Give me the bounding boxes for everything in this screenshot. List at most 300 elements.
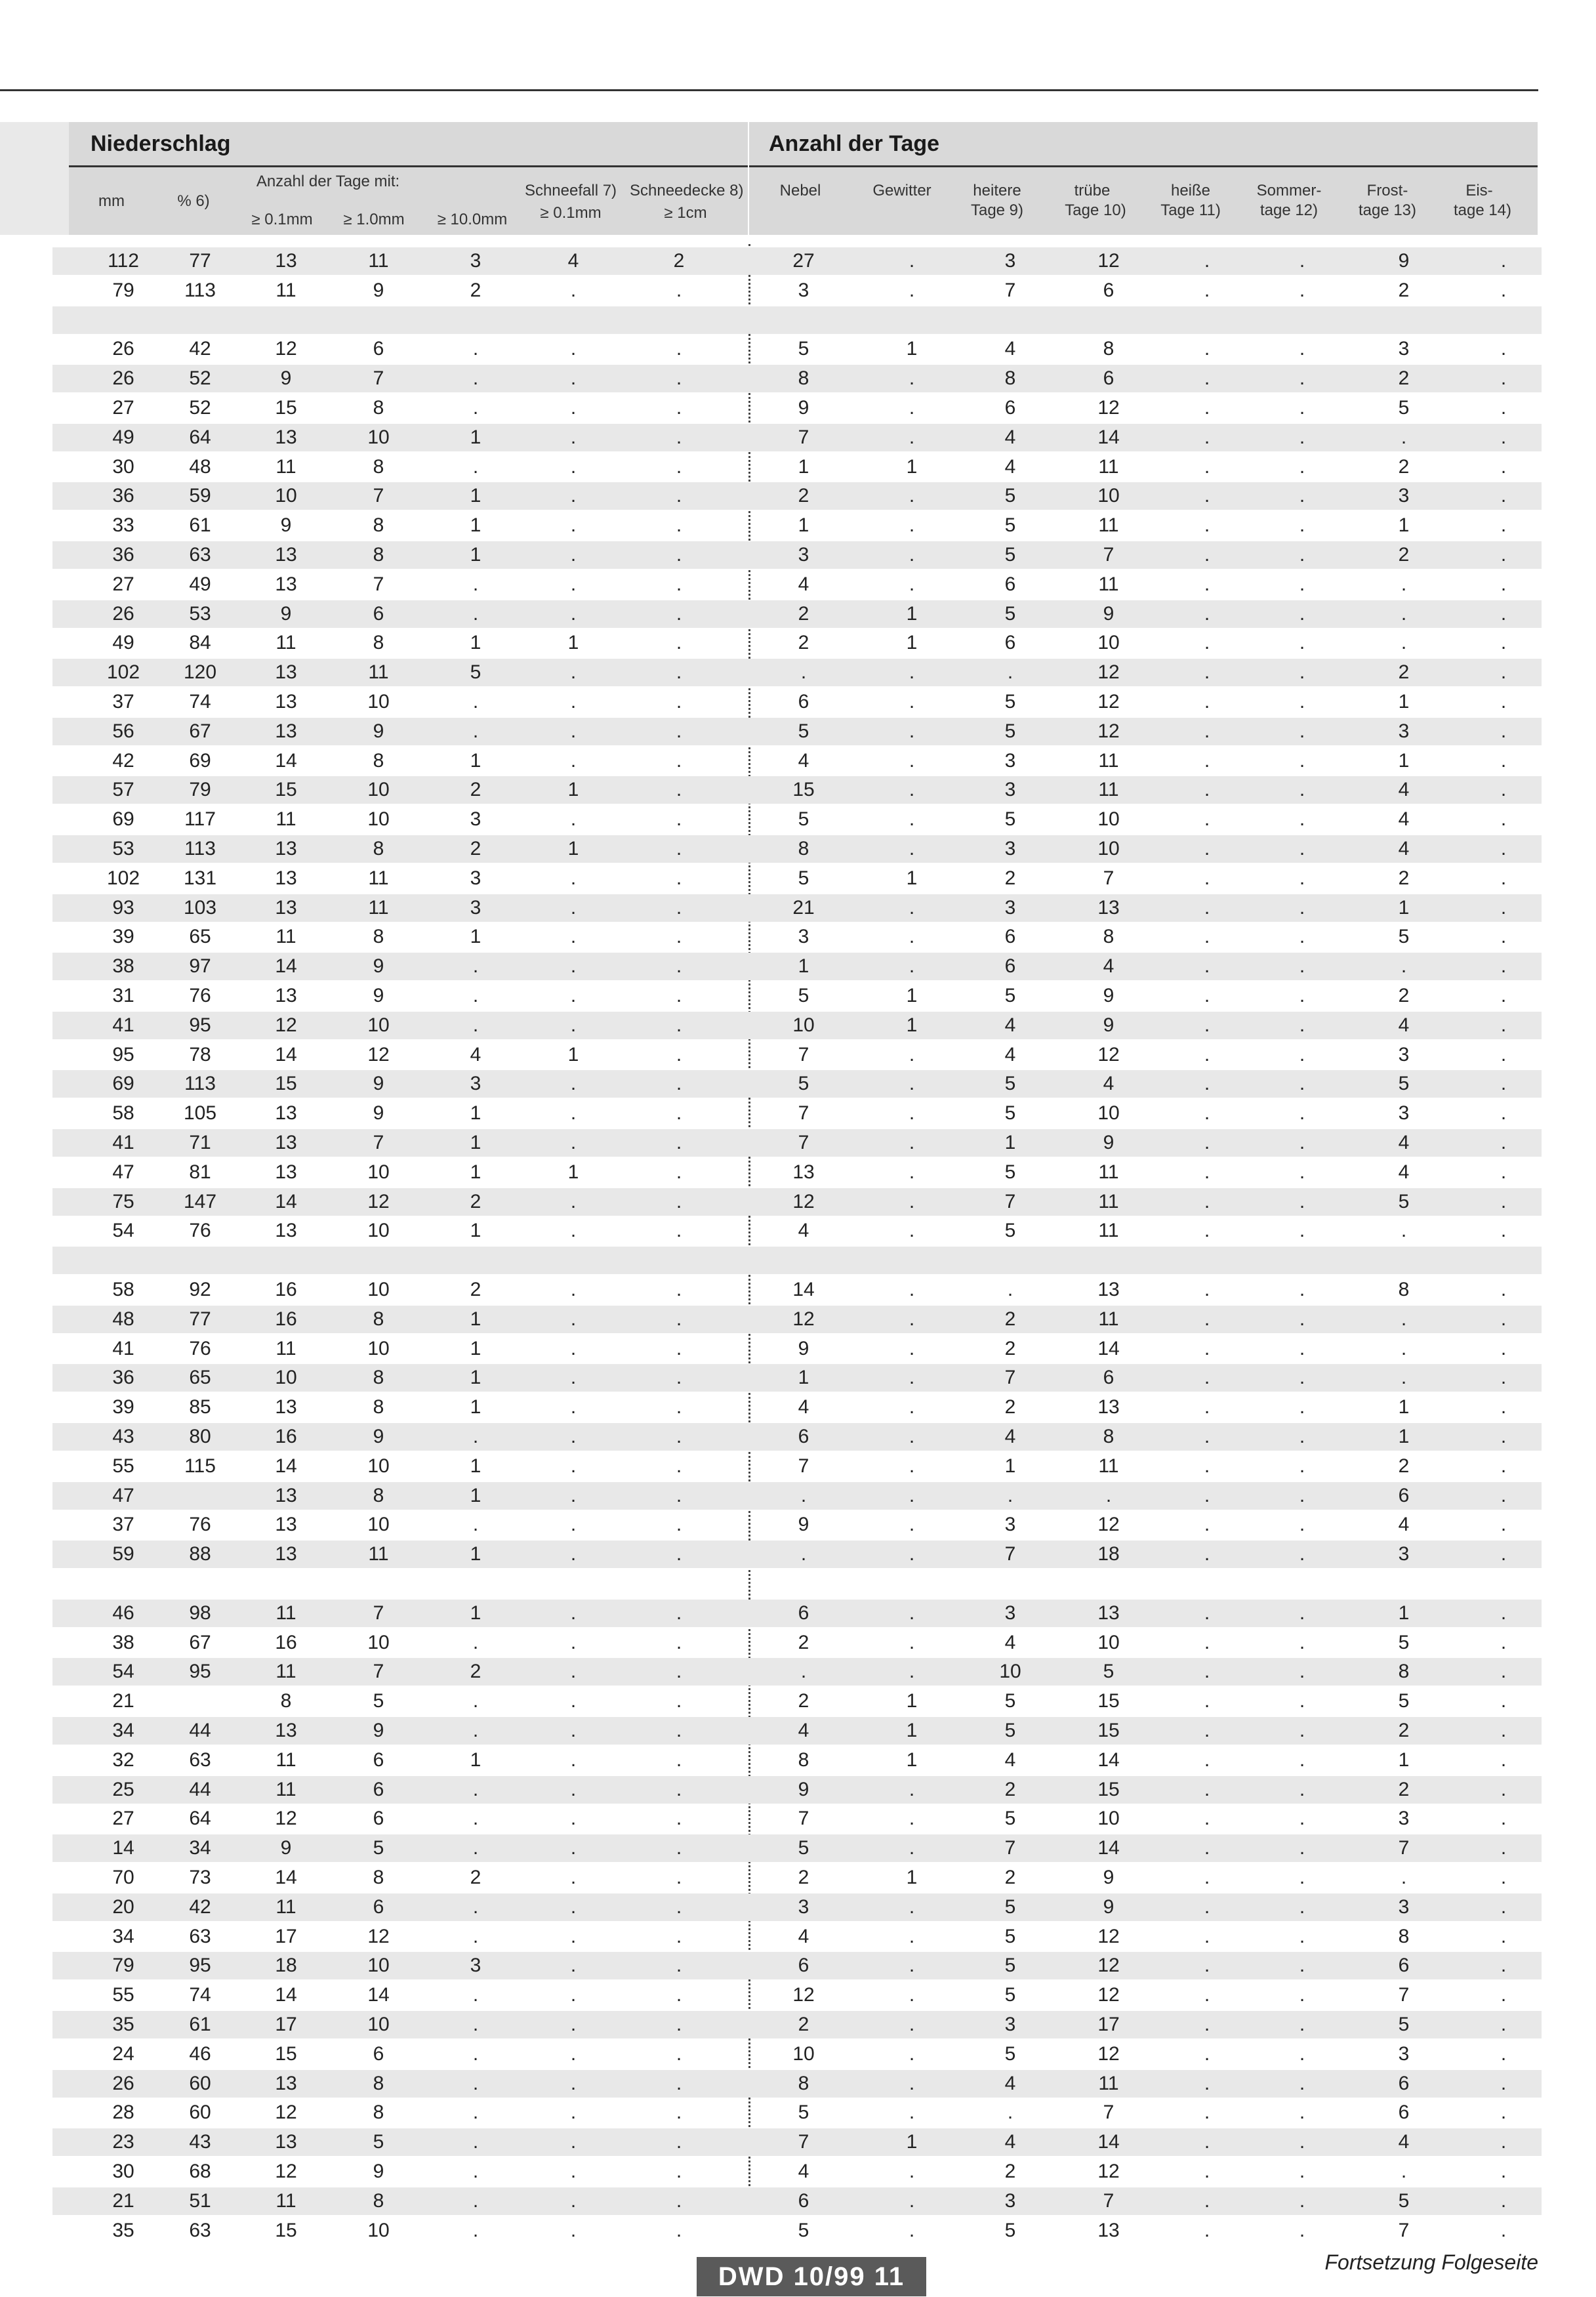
table-row — [52, 2011, 1542, 2038]
table-row — [52, 1070, 1542, 1098]
table-cell: 8 — [798, 838, 809, 859]
table-cell: 1 — [798, 456, 809, 478]
table-cell: 5 — [798, 808, 809, 830]
table-cell: . — [909, 1602, 915, 1624]
table-cell: . — [909, 1102, 915, 1124]
col-header-gewitter: Gewitter — [872, 182, 931, 199]
table-cell: 9 — [1103, 1132, 1115, 1153]
table-cell: . — [570, 808, 577, 830]
table-cell: . — [1204, 779, 1210, 800]
table-cell: 7 — [798, 1044, 809, 1066]
table-cell: . — [1401, 955, 1407, 977]
table-cell: . — [1401, 2161, 1407, 2182]
table-cell: 4 — [798, 1396, 809, 1418]
table-cell: 8 — [280, 1690, 292, 1712]
table-cell: . — [1401, 1367, 1407, 1388]
table-cell: 10 — [367, 691, 390, 713]
table-cell: . — [1299, 1955, 1305, 1976]
table-cell: . — [1299, 1661, 1305, 1682]
table-cell: 13 — [275, 250, 297, 272]
table-cell: 5 — [1004, 514, 1016, 536]
table-cell: . — [1299, 720, 1305, 742]
table-cell: 10 — [367, 1014, 390, 1036]
table-cell: 35 — [112, 2014, 134, 2035]
table-cell: . — [1299, 1984, 1305, 2006]
table-cell: 2 — [470, 1867, 481, 1888]
table-cell: . — [1299, 1543, 1305, 1565]
group-title-anzahl-der-tage: Anzahl der Tage — [769, 131, 940, 156]
table-cell: 2 — [1004, 1779, 1016, 1800]
table-cell: 5 — [798, 338, 809, 360]
table-cell: 7 — [798, 426, 809, 448]
table-cell: 12 — [792, 1308, 815, 1330]
table-cell: 8 — [373, 2101, 384, 2123]
table-row — [52, 1394, 1542, 1421]
table-cell: . — [1500, 1602, 1507, 1624]
table-cell: . — [570, 2161, 577, 2182]
table-cell: 65 — [189, 1367, 211, 1388]
table-cell: 11 — [1098, 1308, 1119, 1330]
table-cell: 7 — [1004, 1837, 1016, 1859]
col-header-eistage: Eis- — [1465, 182, 1493, 199]
table-cell: . — [570, 1632, 577, 1653]
table-cell: . — [570, 1132, 577, 1153]
table-cell: 11 — [1098, 1220, 1119, 1241]
table-cell: 15 — [275, 2220, 297, 2241]
table-cell: 36 — [112, 544, 134, 566]
table-row — [52, 1747, 1542, 1774]
table-cell: 1 — [1398, 750, 1410, 772]
table-cell: 2 — [1398, 867, 1410, 889]
table-cell: 57 — [112, 779, 134, 800]
table-cell: 14 — [792, 1279, 815, 1300]
table-cell: . — [1007, 1279, 1013, 1300]
table-cell: . — [909, 2101, 915, 2123]
table-cell: 4 — [1398, 779, 1410, 800]
table-cell: 3 — [1004, 750, 1016, 772]
table-row — [52, 1658, 1542, 1686]
table-cell: 4 — [1004, 338, 1016, 360]
table-row — [52, 659, 1542, 686]
table-row — [52, 2128, 1542, 2156]
table-cell: 9 — [373, 1102, 384, 1124]
table-cell: 6 — [373, 603, 384, 625]
table-cell: . — [676, 1632, 682, 1653]
table-cell: 97 — [189, 955, 211, 977]
table-cell: 4 — [1004, 2131, 1016, 2153]
table-cell: 15 — [792, 779, 815, 800]
table-row-spacer — [52, 1247, 1542, 1274]
table-row — [52, 835, 1542, 863]
table-cell: . — [1500, 1014, 1507, 1036]
table-row — [52, 277, 1542, 304]
table-cell: 14 — [112, 1837, 134, 1859]
table-cell: 44 — [189, 1720, 211, 1741]
table-cell: 13 — [1097, 1396, 1120, 1418]
table-cell: 2 — [1004, 1338, 1016, 1359]
table-cell: 5 — [1004, 603, 1016, 625]
table-cell: 10 — [275, 485, 297, 507]
table-cell: 4 — [1004, 1749, 1016, 1771]
table-cell: 38 — [112, 955, 134, 977]
table-cell: 9 — [1103, 1014, 1115, 1036]
table-cell: . — [570, 1014, 577, 1036]
table-cell: . — [676, 2190, 682, 2212]
table-cell: 5 — [1004, 1984, 1016, 2006]
table-cell: 80 — [189, 1426, 211, 1447]
top-rule — [0, 89, 1538, 91]
table-cell: . — [570, 1690, 577, 1712]
table-cell: 1 — [470, 1455, 481, 1477]
table-row — [52, 1482, 1542, 1510]
table-cell: . — [570, 397, 577, 419]
table-cell: 1 — [567, 632, 579, 653]
table-cell: 4 — [567, 250, 579, 272]
table-cell: . — [1500, 779, 1507, 800]
table-cell: . — [1204, 1308, 1210, 1330]
table-cell: . — [909, 1161, 915, 1183]
table-cell: 5 — [470, 661, 481, 683]
table-cell: . — [676, 632, 682, 653]
table-cell: 12 — [1097, 397, 1120, 419]
table-cell: 76 — [189, 1220, 211, 1241]
table-cell: . — [1204, 661, 1210, 683]
table-cell: 1 — [470, 1543, 481, 1565]
table-cell: . — [1204, 456, 1210, 478]
table-cell: . — [1204, 426, 1210, 448]
table-cell: . — [1299, 1602, 1305, 1624]
table-row — [52, 1188, 1542, 1216]
table-cell: . — [472, 1720, 479, 1741]
table-cell: . — [472, 1984, 479, 2006]
table-cell: 34 — [189, 1837, 211, 1859]
table-cell: . — [570, 1367, 577, 1388]
table-cell: 1 — [798, 514, 809, 536]
table-cell: 5 — [1004, 1720, 1016, 1741]
table-cell: 5 — [1103, 1661, 1115, 1682]
table-cell: 79 — [112, 279, 134, 301]
table-cell: . — [676, 838, 682, 859]
table-cell: . — [1204, 1220, 1210, 1241]
table-cell: . — [676, 1749, 682, 1771]
table-cell: . — [1204, 1984, 1210, 2006]
table-cell: . — [472, 691, 479, 713]
table-row-spacer — [52, 1570, 1542, 1598]
table-cell: . — [676, 367, 682, 389]
col-header-nebel: Nebel — [779, 182, 821, 199]
table-cell: . — [909, 897, 915, 919]
table-cell: . — [570, 338, 577, 360]
table-cell: 1 — [470, 926, 481, 947]
table-cell: . — [676, 1896, 682, 1918]
table-cell: . — [1500, 1779, 1507, 1800]
table-cell: 8 — [373, 2073, 384, 2094]
table-row — [52, 365, 1542, 392]
table-cell: . — [570, 367, 577, 389]
table-cell: 73 — [189, 1867, 211, 1888]
table-cell: . — [909, 1279, 915, 1300]
table-cell: 4 — [1398, 1514, 1410, 1535]
table-cell: 8 — [373, 1308, 384, 1330]
table-cell: . — [570, 1779, 577, 1800]
table-cell: 47 — [112, 1485, 134, 1506]
table-cell: 68 — [189, 2161, 211, 2182]
table-cell: . — [1204, 2073, 1210, 2094]
table-cell: 95 — [189, 1661, 211, 1682]
table-cell: . — [676, 691, 682, 713]
table-cell: 74 — [189, 691, 211, 713]
table-row — [52, 1600, 1542, 1627]
table-cell: 10 — [367, 1955, 390, 1976]
table-cell: 10 — [999, 1661, 1021, 1682]
table-cell: . — [676, 2220, 682, 2241]
table-cell: . — [1204, 1014, 1210, 1036]
table-cell: 14 — [1097, 1338, 1120, 1359]
table-cell: 13 — [792, 1161, 815, 1183]
table-cell: . — [909, 1896, 915, 1918]
table-cell: . — [570, 1191, 577, 1212]
table-cell: 13 — [275, 573, 297, 595]
table-cell: . — [1500, 1837, 1507, 1859]
table-cell: 2 — [798, 1632, 809, 1653]
table-cell: . — [1299, 1073, 1305, 1094]
table-cell: . — [570, 573, 577, 595]
table-cell: 2 — [798, 2014, 809, 2035]
table-cell: . — [1500, 1132, 1507, 1153]
table-row — [52, 1834, 1542, 1862]
col-header-mm: mm — [98, 192, 125, 210]
table-cell: 3 — [1398, 1543, 1410, 1565]
table-cell: 3 — [1004, 2190, 1016, 2212]
table-cell: 39 — [112, 1396, 134, 1418]
table-row — [52, 453, 1542, 481]
table-cell: 11 — [1098, 750, 1119, 772]
table-row — [52, 424, 1542, 451]
table-cell: 10 — [367, 1220, 390, 1241]
table-row — [52, 1423, 1542, 1451]
table-cell: . — [1500, 456, 1507, 478]
table-row — [52, 1159, 1542, 1186]
table-cell: . — [1204, 750, 1210, 772]
table-cell: 1 — [470, 750, 481, 772]
table-cell: . — [676, 1720, 682, 1741]
table-cell: 9 — [373, 955, 384, 977]
table-cell: 6 — [1004, 926, 1016, 947]
table-cell: . — [1204, 1720, 1210, 1741]
table-cell: 81 — [189, 1161, 211, 1183]
table-cell: . — [570, 1220, 577, 1241]
table-cell: 69 — [189, 750, 211, 772]
table-cell: . — [570, 1749, 577, 1771]
table-cell: 85 — [189, 1396, 211, 1418]
table-cell: 41 — [112, 1338, 134, 1359]
table-cell: 2 — [1004, 867, 1016, 889]
table-row — [52, 394, 1542, 422]
table-row — [52, 1952, 1542, 1979]
table-cell: 1 — [798, 955, 809, 977]
table-cell: . — [472, 367, 479, 389]
table-cell: . — [1500, 397, 1507, 419]
table-cell: . — [1299, 779, 1305, 800]
table-cell: . — [909, 426, 915, 448]
table-cell: 12 — [367, 1044, 390, 1066]
group-title-niederschlag: Niederschlag — [91, 131, 231, 156]
col-header-schneedecke-threshold: ≥ 1cm — [664, 204, 707, 222]
table-cell: . — [1007, 661, 1013, 683]
table-cell: . — [1204, 1102, 1210, 1124]
table-cell: 5 — [1398, 2190, 1410, 2212]
table-cell: 3 — [1398, 338, 1410, 360]
table-cell: 1 — [1398, 691, 1410, 713]
table-row — [52, 806, 1542, 833]
table-cell: . — [909, 1220, 915, 1241]
table-cell: 1 — [470, 485, 481, 507]
table-cell: . — [1204, 691, 1210, 713]
table-cell: 5 — [1398, 1690, 1410, 1712]
table-cell: 35 — [112, 2220, 134, 2241]
table-cell: . — [676, 1690, 682, 1712]
table-cell: . — [1204, 1367, 1210, 1388]
table-cell: 12 — [1097, 1926, 1120, 1947]
table-cell: 6 — [1103, 1367, 1115, 1388]
table-row — [52, 1364, 1542, 1392]
table-cell: . — [570, 985, 577, 1006]
table-cell: . — [1204, 544, 1210, 566]
table-cell: 5 — [1004, 1955, 1016, 1976]
table-cell: . — [1299, 1220, 1305, 1241]
table-cell: 1 — [470, 1396, 481, 1418]
table-cell: . — [909, 573, 915, 595]
table-cell: . — [472, 1779, 479, 1800]
col-header-schneefall-threshold: ≥ 0.1mm — [540, 204, 602, 222]
table-cell: 15 — [275, 779, 297, 800]
table-cell: 8 — [798, 1749, 809, 1771]
table-cell: . — [1204, 720, 1210, 742]
table-cell: . — [1299, 926, 1305, 947]
table-cell: . — [570, 2220, 577, 2241]
table-cell: 8 — [373, 2190, 384, 2212]
table-row — [52, 1923, 1542, 1951]
table-cell: . — [909, 1926, 915, 1947]
table-cell: 10 — [367, 2220, 390, 2241]
table-cell: . — [570, 544, 577, 566]
table-cell: 34 — [112, 1720, 134, 1741]
table-cell: 27 — [112, 397, 134, 419]
table-cell: 1 — [1004, 1132, 1016, 1153]
table-cell: 12 — [275, 2161, 297, 2182]
table-cell: 4 — [1004, 1426, 1016, 1447]
table-cell: . — [1007, 2101, 1013, 2123]
table-cell: 5 — [1004, 985, 1016, 1006]
table-cell: 48 — [112, 1308, 134, 1330]
table-cell: . — [570, 2131, 577, 2153]
table-cell: 30 — [112, 2161, 134, 2182]
table-cell: 11 — [276, 1779, 297, 1800]
table-cell: . — [676, 573, 682, 595]
table-cell: 1 — [567, 779, 579, 800]
table-cell: . — [570, 1426, 577, 1447]
table-cell: . — [1500, 1543, 1507, 1565]
table-cell: . — [570, 1514, 577, 1535]
table-row — [52, 1217, 1542, 1245]
table-cell: 10 — [1097, 838, 1120, 859]
table-cell: 54 — [112, 1220, 134, 1241]
table-cell: 17 — [275, 1926, 297, 1947]
table-cell: 12 — [275, 1808, 297, 1829]
table-cell: 10 — [792, 1014, 815, 1036]
table-cell: 43 — [189, 2131, 211, 2153]
table-cell: . — [1500, 1984, 1507, 2006]
table-cell: 1 — [470, 1220, 481, 1241]
table-cell: 59 — [189, 485, 211, 507]
table-cell: . — [1299, 250, 1305, 272]
col-header-sommertage: Sommer- — [1256, 182, 1322, 199]
table-cell: . — [1500, 1514, 1507, 1535]
table-cell: . — [1204, 1132, 1210, 1153]
table-cell: 1 — [470, 632, 481, 653]
table-cell: . — [1500, 250, 1507, 272]
table-cell: 1 — [1398, 1396, 1410, 1418]
table-cell: 9 — [373, 720, 384, 742]
table-cell: . — [909, 1073, 915, 1094]
table-cell: . — [909, 1632, 915, 1653]
table-cell: . — [1299, 955, 1305, 977]
table-cell: 76 — [189, 1514, 211, 1535]
table-cell: 7 — [1398, 1837, 1410, 1859]
table-cell: 9 — [798, 1338, 809, 1359]
table-cell: 12 — [1097, 1984, 1120, 2006]
table-cell: 12 — [1097, 2161, 1120, 2182]
table-cell: . — [472, 2101, 479, 2123]
table-cell: 7 — [373, 485, 384, 507]
table-row — [52, 2187, 1542, 2215]
table-row — [52, 2070, 1542, 2098]
table-cell: . — [676, 603, 682, 625]
table-cell: . — [570, 1867, 577, 1888]
table-cell: 6 — [1103, 279, 1115, 301]
table-cell: 31 — [112, 985, 134, 1006]
table-cell: . — [1204, 867, 1210, 889]
table-cell: 13 — [275, 1220, 297, 1241]
table-cell: 3 — [1004, 250, 1016, 272]
table-cell: . — [1204, 1602, 1210, 1624]
table-cell: . — [676, 514, 682, 536]
table-cell: . — [1500, 838, 1507, 859]
table-cell: 6 — [373, 1749, 384, 1771]
table-cell: 10 — [367, 1632, 390, 1653]
table-cell: . — [1500, 2131, 1507, 2153]
table-cell: 5 — [1004, 1220, 1016, 1241]
table-cell: . — [1204, 632, 1210, 653]
table-cell: 11 — [1098, 573, 1119, 595]
table-cell: 10 — [367, 1455, 390, 1477]
table-cell: 11 — [368, 250, 389, 272]
table-cell: 13 — [1097, 2220, 1120, 2241]
table-cell: . — [1204, 926, 1210, 947]
table-cell: 3 — [470, 867, 481, 889]
table-cell: 13 — [275, 867, 297, 889]
table-cell: 14 — [275, 1455, 297, 1477]
table-cell: . — [1299, 632, 1305, 653]
table-cell: 12 — [275, 1014, 297, 1036]
table-row — [52, 512, 1542, 539]
table-cell: . — [1299, 1632, 1305, 1653]
table-cell: 5 — [1398, 1073, 1410, 1094]
table-cell: . — [1500, 661, 1507, 683]
table-cell: . — [909, 1955, 915, 1976]
table-cell: 13 — [1097, 1279, 1120, 1300]
col-header-schneefall: Schneefall 7) — [524, 182, 617, 199]
